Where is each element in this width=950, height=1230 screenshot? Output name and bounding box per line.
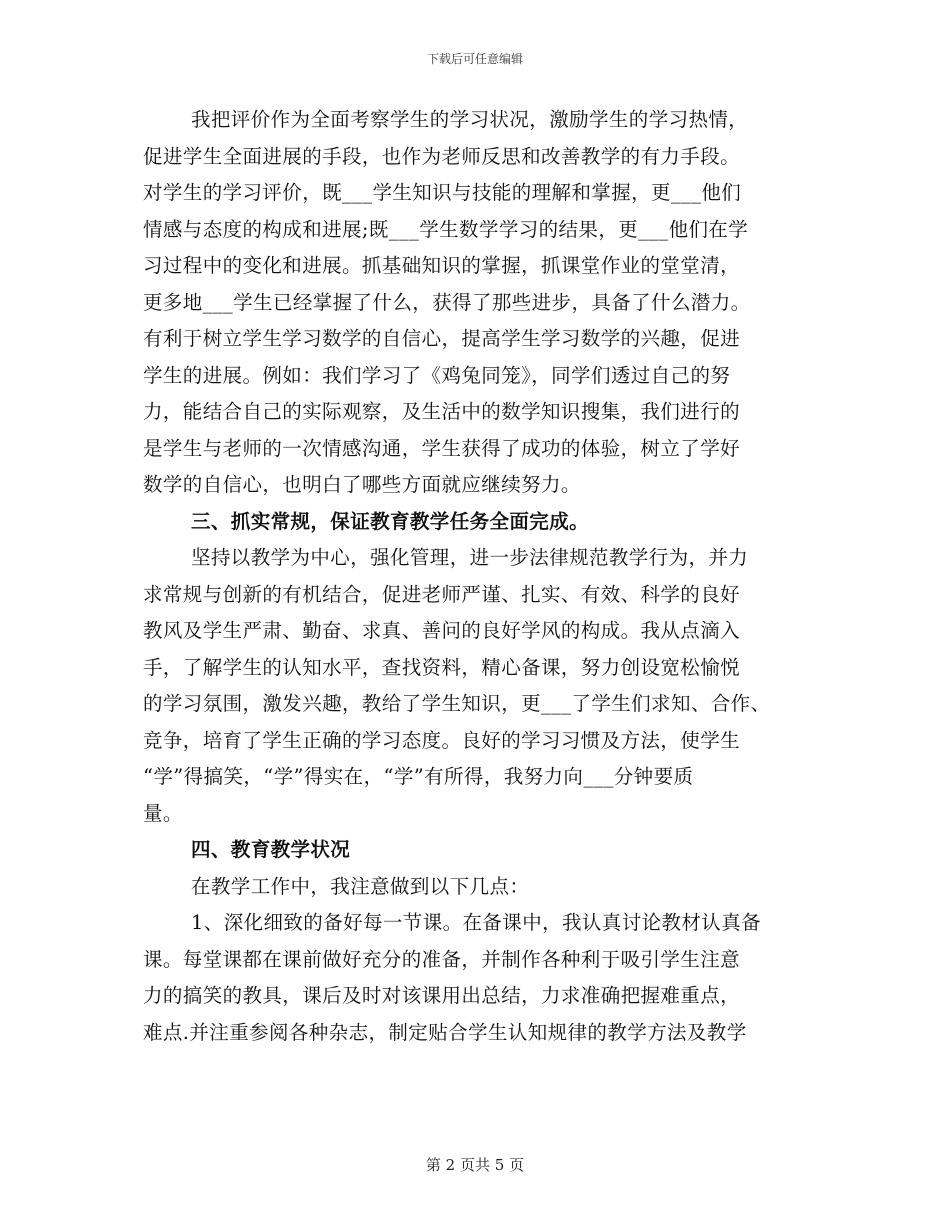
text-line: 课。每堂课都在课前做好充分的准备，并制作各种利于吸引学生注意 <box>143 947 741 971</box>
text-line: 坚持以教学为中心，强化管理，进一步法律规范教学行为，并力 <box>191 546 749 569</box>
text-line: 手，了解学生的认知水平，查找资料，精心备课，努力创设宽松愉悦 <box>143 655 741 679</box>
text-line: 的学习氛围，激发兴趣，教给了学生知识，更___了学生们求知、合作、 <box>143 692 771 715</box>
document-body <box>143 102 813 1051</box>
text-line: 难点.并注重参阅各种杂志，制定贴合学生认知规律的教学方法及教学 <box>143 1020 747 1044</box>
text-line: 对学生的学习评价，既___学生知识与技能的理解和掌握，更___他们 <box>143 181 742 204</box>
text-line: 促进学生全面进展的手段，也作为老师反思和改善教学的有力手段。 <box>143 144 741 168</box>
text-line: 力，能结合自己的实际观察，及生活中的数学知识搜集，我们进行的 <box>143 400 741 423</box>
text-line: 教风及学生严肃、勤奋、求真、善问的良好学风的构成。我从点滴入 <box>143 619 741 642</box>
text-line: 学生的进展。例如：我们学习了《鸡兔同笼》，同学们透过自己的努 <box>143 363 731 387</box>
section-heading: 三、抓实常规，保证教育教学任务全面完成。 <box>191 509 590 533</box>
text-line: 求常规与创新的有机结合，促进老师严谨、扎实、有效、科学的良好 <box>143 582 741 606</box>
text-line: 在教学工作中，我注意做到以下几点： <box>191 874 530 898</box>
section-heading: 四、教育教学状况 <box>191 838 351 861</box>
text-line: 竞争，培育了学生正确的学习态度。良好的学习习惯及方法，使学生 <box>143 728 741 752</box>
text-line: 我把评价作为全面考察学生的学习状况，激励学生的学习热情， <box>191 108 749 131</box>
text-line: 力的搞笑的教具，课后及时对该课用出总结，力求准确把握难重点， <box>143 984 741 1007</box>
text-line: 数学的自信心，也明白了哪些方面就应继续努力。 <box>143 473 581 496</box>
page-number: 第 2 页共 5 页 <box>425 1156 525 1174</box>
text-line: 有利于树立学生学习数学的自信心，提高学生学习数学的兴趣，促进 <box>143 327 741 350</box>
text-line: 更多地___学生已经掌握了什么，获得了那些进步，具备了什么潜力。 <box>143 290 751 314</box>
text-line: “学”得搞笑，“学”得实在，“学”有所得，我努力向___分钟要质 <box>143 765 694 788</box>
text-line: 量。 <box>143 801 183 825</box>
text-line: 情感与态度的构成和进展;既___学生数学学习的结果，更___他们在学 <box>143 217 749 241</box>
text-line: 1、深化细致的备好每一节课。在备课中，我认真讨论教材认真备 <box>191 911 762 934</box>
text-line: 习过程中的变化和进展。抓基础知识的掌握，抓课堂作业的堂堂清， <box>143 254 741 277</box>
page-header: 下载后可任意编辑 <box>426 52 523 66</box>
text-line: 是学生与老师的一次情感沟通，学生获得了成功的体验，树立了学好 <box>143 436 741 460</box>
